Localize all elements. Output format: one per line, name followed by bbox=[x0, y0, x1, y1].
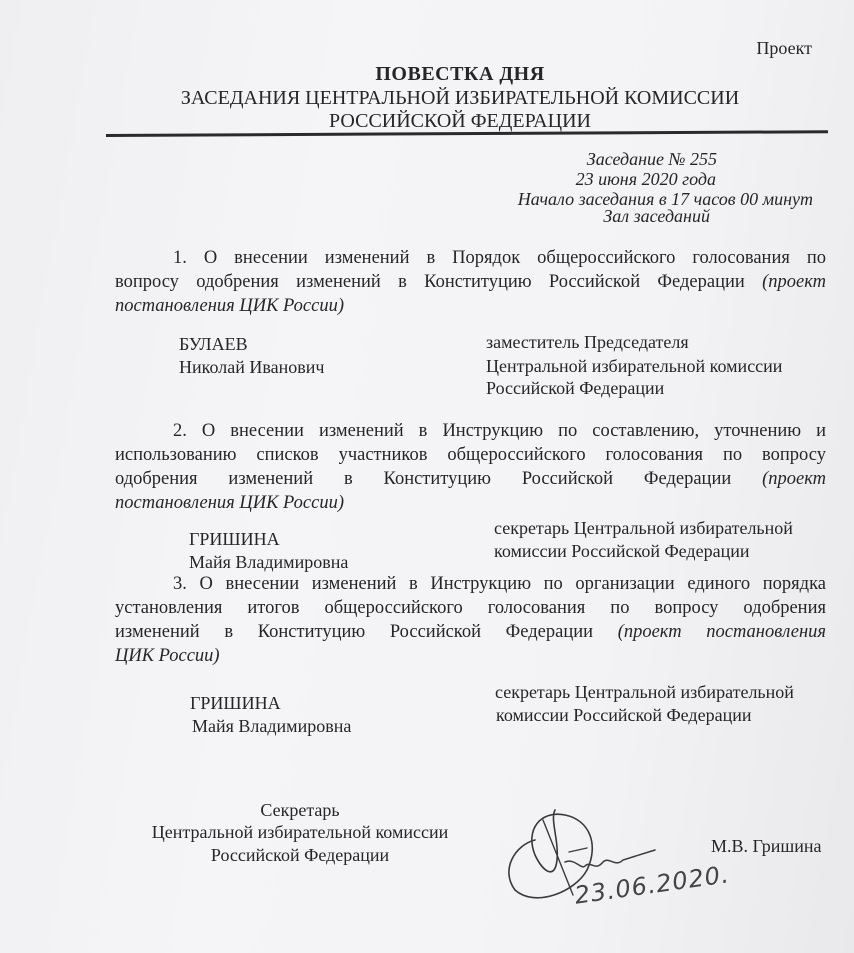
agenda-item-1-line-3: постановления ЦИК России) bbox=[115, 296, 344, 316]
agenda-item-2-line-3-text: одобрения изменений в Конституцию Российской Федерации bbox=[115, 469, 732, 489]
agenda-item-3-line-3 bbox=[115, 620, 826, 644]
speaker-2-surname: ГРИШИНА bbox=[189, 529, 280, 549]
agenda-item-2-line-1: 2. О внесении изменений в Инструкцию по составлению, уточнению и bbox=[173, 421, 826, 441]
agenda-item-1-line-1: 1. О внесении изменений в Порядок общероссийского голосования по bbox=[173, 248, 826, 268]
speaker-2-role-line-2: комиссии Российской Федерации bbox=[494, 541, 750, 561]
speaker-3-role-line-1: секретарь Центральной избирательной bbox=[495, 682, 794, 702]
agenda-item-2-line-3-italic: (проект bbox=[762, 469, 827, 489]
agenda-item-3-line-1: 3. О внесении изменений в Инструкцию по организации единого порядка bbox=[173, 574, 826, 594]
meeting-date: 23 июня 2020 года bbox=[575, 169, 716, 189]
agenda-item-1-line-2-text: вопросу одобрения изменений в Конституцию Российской Федерации bbox=[115, 272, 745, 292]
meeting-number: Заседание № 255 bbox=[586, 149, 717, 169]
agenda-item-3-line-3-italic: (проект постановления bbox=[617, 622, 826, 642]
agenda-title: ПОВЕСТКА ДНЯ bbox=[375, 63, 545, 85]
agenda-item-2 bbox=[115, 419, 826, 515]
speaker-3-name: Майя Владимировна bbox=[192, 716, 352, 736]
agenda-item-2-line-4: постановления ЦИК России) bbox=[115, 493, 344, 513]
agenda-item-3-line-4: ЦИК России) bbox=[115, 646, 220, 666]
speaker-1-role-line-1: заместитель Председателя bbox=[486, 332, 689, 352]
handwritten-date: 23.06.2020. bbox=[572, 860, 732, 910]
speaker-2-role-line-1: секретарь Центральной избирательной bbox=[494, 518, 793, 538]
agenda-item-1-line-2-italic: (проект bbox=[762, 272, 826, 292]
agenda-item-2-line-2: использованию списков участников общероссийского голосования по вопросу bbox=[115, 445, 826, 465]
speaker-2-name: Майя Владимировна bbox=[189, 552, 349, 572]
meeting-start-time: Начало заседания в 17 часов 00 минут bbox=[517, 189, 813, 209]
speaker-3-surname: ГРИШИНА bbox=[190, 693, 281, 713]
speaker-1-name: Николай Иванович bbox=[179, 357, 325, 377]
agenda-item-3 bbox=[115, 572, 826, 668]
speaker-1-role-line-2: Центральной избирательной комиссии bbox=[486, 356, 783, 376]
agenda-item-3-line-2: установления итогов общероссийского голосования по вопросу одобрения bbox=[115, 598, 826, 618]
signatory-name: М.В. Гришина bbox=[711, 836, 822, 856]
draft-stamp: Проект bbox=[756, 38, 812, 58]
signatory-role-line-2: Центральной избирательной комиссии bbox=[151, 822, 449, 842]
signatory-role-line-1: Секретарь bbox=[260, 800, 340, 820]
agenda-item-1-line-2 bbox=[115, 270, 826, 294]
agenda-item-3-line-3-text: изменений в Конституцию Российской Федерации bbox=[115, 622, 594, 642]
signatory-role-line-3: Российской Федерации bbox=[210, 845, 390, 865]
agenda-subtitle-line-2: РОССИЙСКОЙ ФЕДЕРАЦИИ bbox=[329, 110, 591, 132]
speaker-1-surname: БУЛАЕВ bbox=[179, 334, 248, 354]
agenda-item-1 bbox=[115, 246, 826, 318]
speaker-3-role-line-2: комиссии Российской Федерации bbox=[496, 705, 752, 725]
agenda-subtitle-line-1: ЗАСЕДАНИЯ ЦЕНТРАЛЬНОЙ ИЗБИРАТЕЛЬНОЙ КОМИССИИ bbox=[180, 87, 740, 109]
meeting-place: Зал заседаний bbox=[603, 206, 710, 226]
speaker-1-role-line-3: Российской Федерации bbox=[486, 378, 665, 398]
agenda-item-2-line-3 bbox=[115, 467, 826, 491]
